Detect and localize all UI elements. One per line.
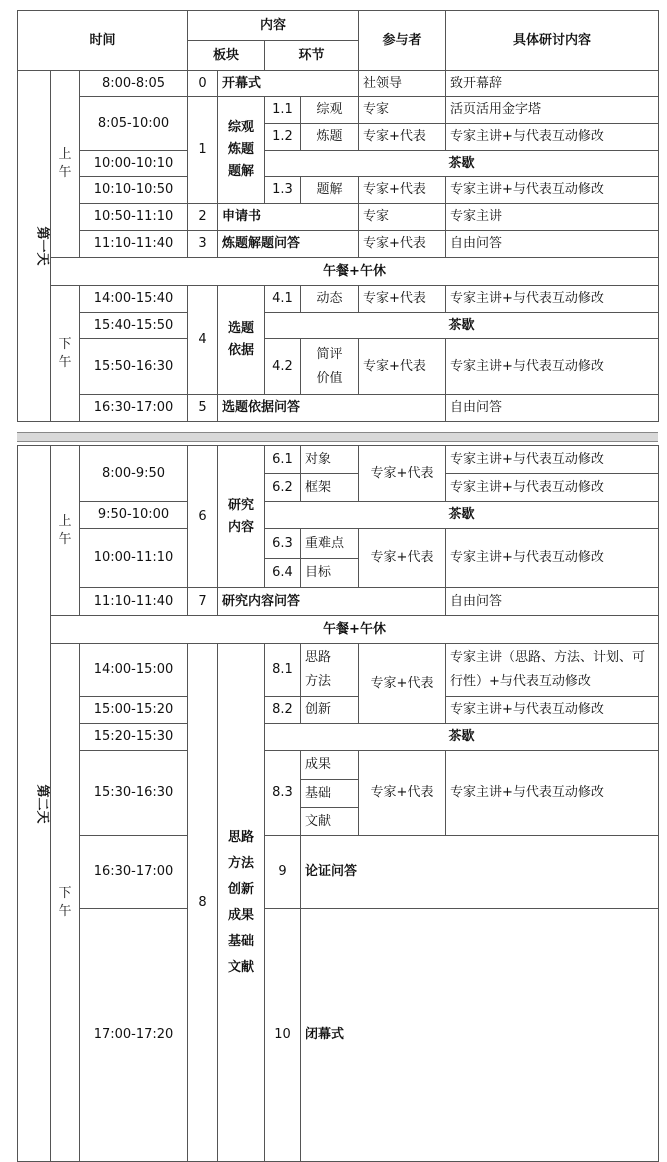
header-block: 板块 bbox=[188, 41, 265, 71]
participants-cell: 专家 bbox=[359, 204, 446, 231]
day1-pm-label: 下 午 bbox=[51, 286, 80, 422]
sub-name: 基础 bbox=[301, 780, 359, 808]
sub-name: 综观 bbox=[301, 97, 359, 124]
sub-name: 题解 bbox=[301, 177, 359, 204]
time-cell: 15:00-15:20 bbox=[80, 697, 188, 724]
block-name: 选题 依据 bbox=[218, 286, 265, 395]
detail-cell: 专家主讲+与代表互动修改 bbox=[446, 446, 659, 474]
sub-name: 简评 价值 bbox=[301, 339, 359, 395]
time-cell: 16:30-17:00 bbox=[80, 395, 188, 422]
participants-cell: 专家+代表 bbox=[359, 177, 446, 204]
detail-cell: 专家主讲+与代表互动修改 bbox=[446, 124, 659, 151]
participants-cell: 专家+代表 bbox=[359, 124, 446, 151]
detail-cell: 专家主讲 bbox=[446, 204, 659, 231]
block-number: 8 bbox=[188, 644, 218, 1162]
block-number: 4 bbox=[188, 286, 218, 395]
sub-name: 思路 方法 bbox=[301, 644, 359, 697]
participants-cell: 专家+代表 bbox=[359, 751, 446, 836]
detail-cell: 专家主讲+与代表互动修改 bbox=[446, 474, 659, 502]
sub-name: 文献 bbox=[301, 808, 359, 836]
block-number: 7 bbox=[188, 588, 218, 616]
participants-cell: 专家 bbox=[359, 97, 446, 124]
schedule-table-day2 bbox=[17, 445, 659, 1162]
time-cell: 10:50-11:10 bbox=[80, 204, 188, 231]
sub-number: 6.4 bbox=[265, 559, 301, 588]
block-number: 5 bbox=[188, 395, 218, 422]
block-number: 0 bbox=[188, 71, 218, 97]
time-cell: 9:50-10:00 bbox=[80, 502, 188, 529]
day2-am-label: 上 午 bbox=[51, 446, 80, 616]
time-cell: 16:30-17:00 bbox=[80, 836, 188, 909]
block-name: 开幕式 bbox=[218, 71, 359, 97]
tea-break: 茶歇 bbox=[265, 724, 659, 751]
tea-break: 茶歇 bbox=[265, 151, 659, 177]
sub-number: 4.2 bbox=[265, 339, 301, 395]
sub-number: 1.3 bbox=[265, 177, 301, 204]
participants-cell: 专家+代表 bbox=[359, 231, 446, 258]
sub-number: 4.1 bbox=[265, 286, 301, 313]
participants-cell: 专家+代表 bbox=[359, 529, 446, 588]
block-name: 研究内容问答 bbox=[218, 588, 446, 616]
sub-number: 6.1 bbox=[265, 446, 301, 474]
time-cell: 8:05-10:00 bbox=[80, 97, 188, 151]
sub-name: 对象 bbox=[301, 446, 359, 474]
time-cell: 10:00-11:10 bbox=[80, 529, 188, 588]
sub-name: 重难点 bbox=[301, 529, 359, 559]
block-number: 1 bbox=[188, 97, 218, 204]
sub-number: 6.2 bbox=[265, 474, 301, 502]
day1-label: 第一天 bbox=[18, 71, 51, 422]
day2-label: 第二天 bbox=[18, 446, 51, 1162]
header-detail: 具体研讨内容 bbox=[446, 11, 659, 71]
sub-number: 1.1 bbox=[265, 97, 301, 124]
sub-name: 目标 bbox=[301, 559, 359, 588]
detail-cell: 活页活用金字塔 bbox=[446, 97, 659, 124]
block-name: 申请书 bbox=[218, 204, 359, 231]
day2-pm-label: 下 午 bbox=[51, 644, 80, 1162]
participants-cell: 社领导 bbox=[359, 71, 446, 97]
block-name: 闭幕式 bbox=[301, 909, 659, 1162]
block-name: 炼题解题问答 bbox=[218, 231, 359, 258]
time-cell: 11:10-11:40 bbox=[80, 231, 188, 258]
block-name: 思路 方法 创新 成果 基础 文献 bbox=[218, 644, 265, 1162]
lunch-break: 午餐+午休 bbox=[51, 616, 659, 644]
time-cell: 17:00-17:20 bbox=[80, 909, 188, 1162]
header-content: 内容 bbox=[188, 11, 359, 41]
sub-name: 创新 bbox=[301, 697, 359, 724]
time-cell: 14:00-15:40 bbox=[80, 286, 188, 313]
detail-cell: 专家主讲+与代表互动修改 bbox=[446, 751, 659, 836]
participants-cell: 专家+代表 bbox=[359, 286, 446, 313]
header-link: 环节 bbox=[265, 41, 359, 71]
sub-number: 8.2 bbox=[265, 697, 301, 724]
tea-break: 茶歇 bbox=[265, 313, 659, 339]
block-name: 综观 炼题 题解 bbox=[218, 97, 265, 204]
table-separator bbox=[17, 432, 658, 442]
schedule-table-day1 bbox=[17, 10, 659, 422]
header-time: 时间 bbox=[18, 11, 188, 71]
time-cell: 10:10-10:50 bbox=[80, 177, 188, 204]
block-number: 3 bbox=[188, 231, 218, 258]
detail-cell: 专家主讲（思路、方法、计划、可行性）+与代表互动修改 bbox=[446, 644, 659, 697]
time-cell: 10:00-10:10 bbox=[80, 151, 188, 177]
time-cell: 15:20-15:30 bbox=[80, 724, 188, 751]
detail-cell: 自由问答 bbox=[446, 395, 659, 422]
tea-break: 茶歇 bbox=[265, 502, 659, 529]
block-number: 9 bbox=[265, 836, 301, 909]
sub-name: 炼题 bbox=[301, 124, 359, 151]
block-number: 6 bbox=[188, 446, 218, 588]
day1-am-label: 上 午 bbox=[51, 71, 80, 258]
participants-cell: 专家+代表 bbox=[359, 339, 446, 395]
time-cell: 11:10-11:40 bbox=[80, 588, 188, 616]
sub-number: 8.3 bbox=[265, 751, 301, 836]
sub-number: 8.1 bbox=[265, 644, 301, 697]
sub-name: 框架 bbox=[301, 474, 359, 502]
detail-cell: 致开幕辞 bbox=[446, 71, 659, 97]
block-name: 选题依据问答 bbox=[218, 395, 446, 422]
detail-cell: 专家主讲+与代表互动修改 bbox=[446, 697, 659, 724]
time-cell: 8:00-8:05 bbox=[80, 71, 188, 97]
detail-cell: 自由问答 bbox=[446, 231, 659, 258]
sub-name: 动态 bbox=[301, 286, 359, 313]
time-cell: 8:00-9:50 bbox=[80, 446, 188, 502]
sub-number: 1.2 bbox=[265, 124, 301, 151]
detail-cell: 专家主讲+与代表互动修改 bbox=[446, 286, 659, 313]
time-cell: 15:50-16:30 bbox=[80, 339, 188, 395]
participants-cell: 专家+代表 bbox=[359, 644, 446, 724]
sub-number: 6.3 bbox=[265, 529, 301, 559]
lunch-break: 午餐+午休 bbox=[51, 258, 659, 286]
time-cell: 14:00-15:00 bbox=[80, 644, 188, 697]
detail-cell: 自由问答 bbox=[446, 588, 659, 616]
block-name: 论证问答 bbox=[301, 836, 659, 909]
sub-name: 成果 bbox=[301, 751, 359, 780]
time-cell: 15:30-16:30 bbox=[80, 751, 188, 836]
time-cell: 15:40-15:50 bbox=[80, 313, 188, 339]
block-number: 10 bbox=[265, 909, 301, 1162]
block-name: 研究 内容 bbox=[218, 446, 265, 588]
detail-cell: 专家主讲+与代表互动修改 bbox=[446, 529, 659, 588]
detail-cell: 专家主讲+与代表互动修改 bbox=[446, 339, 659, 395]
header-participants: 参与者 bbox=[359, 11, 446, 71]
block-number: 2 bbox=[188, 204, 218, 231]
participants-cell: 专家+代表 bbox=[359, 446, 446, 502]
detail-cell: 专家主讲+与代表互动修改 bbox=[446, 177, 659, 204]
